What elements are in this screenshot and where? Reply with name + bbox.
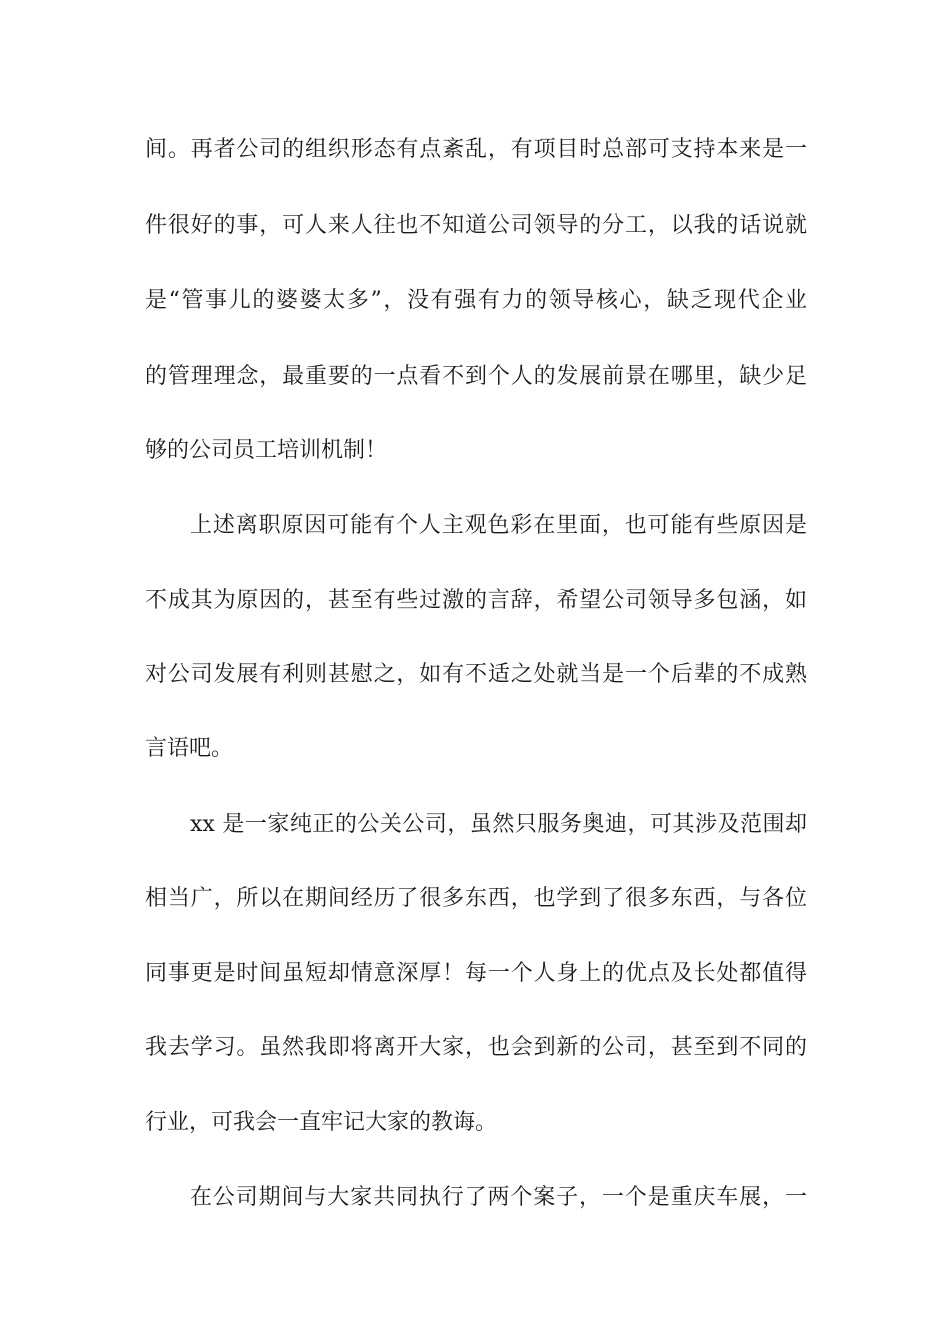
text-line: 不成其为原因的，甚至有些过激的言辞，希望公司领导多包涵，如 — [145, 588, 807, 613]
text-line: 言语吧。 — [145, 736, 234, 761]
text-line: 相当广，所以在期间经历了很多东西，也学到了很多东西，与各位 — [145, 886, 807, 911]
text-line: 我去学习。虽然我即将离开大家，也会到新的公司，甚至到不同的 — [145, 1035, 807, 1060]
paragraph-first-line: 上述离职原因可能有个人主观色彩在里面，也可能有些原因是 — [190, 513, 807, 538]
text-line: 是“管事儿的婆婆太多”，没有强有力的领导核心，缺乏现代企业 — [145, 288, 807, 313]
text-line: 行业，可我会一直牢记大家的教诲。 — [145, 1110, 498, 1135]
paragraph-first-line: xx 是一家纯正的公关公司，虽然只服务奥迪，可其涉及范围却 — [190, 812, 807, 837]
paragraph-first-line: 在公司期间与大家共同执行了两个案子，一个是重庆车展，一 — [190, 1185, 807, 1210]
text-line: 件很好的事，可人来人往也不知道公司领导的分工，以我的话说就 — [145, 213, 807, 238]
text-line: 同事更是时间虽短却情意深厚！每一个人身上的优点及长处都值得 — [145, 961, 807, 986]
text-line: 够的公司员工培训机制！ — [145, 438, 388, 463]
text-line: 间。再者公司的组织形态有点紊乱，有项目时总部可支持本来是一 — [145, 137, 807, 162]
text-line: 对公司发展有利则甚慰之，如有不适之处就当是一个后辈的不成熟 — [145, 662, 807, 687]
text-line: 的管理理念，最重要的一点看不到个人的发展前景在哪里，缺少足 — [145, 364, 807, 389]
